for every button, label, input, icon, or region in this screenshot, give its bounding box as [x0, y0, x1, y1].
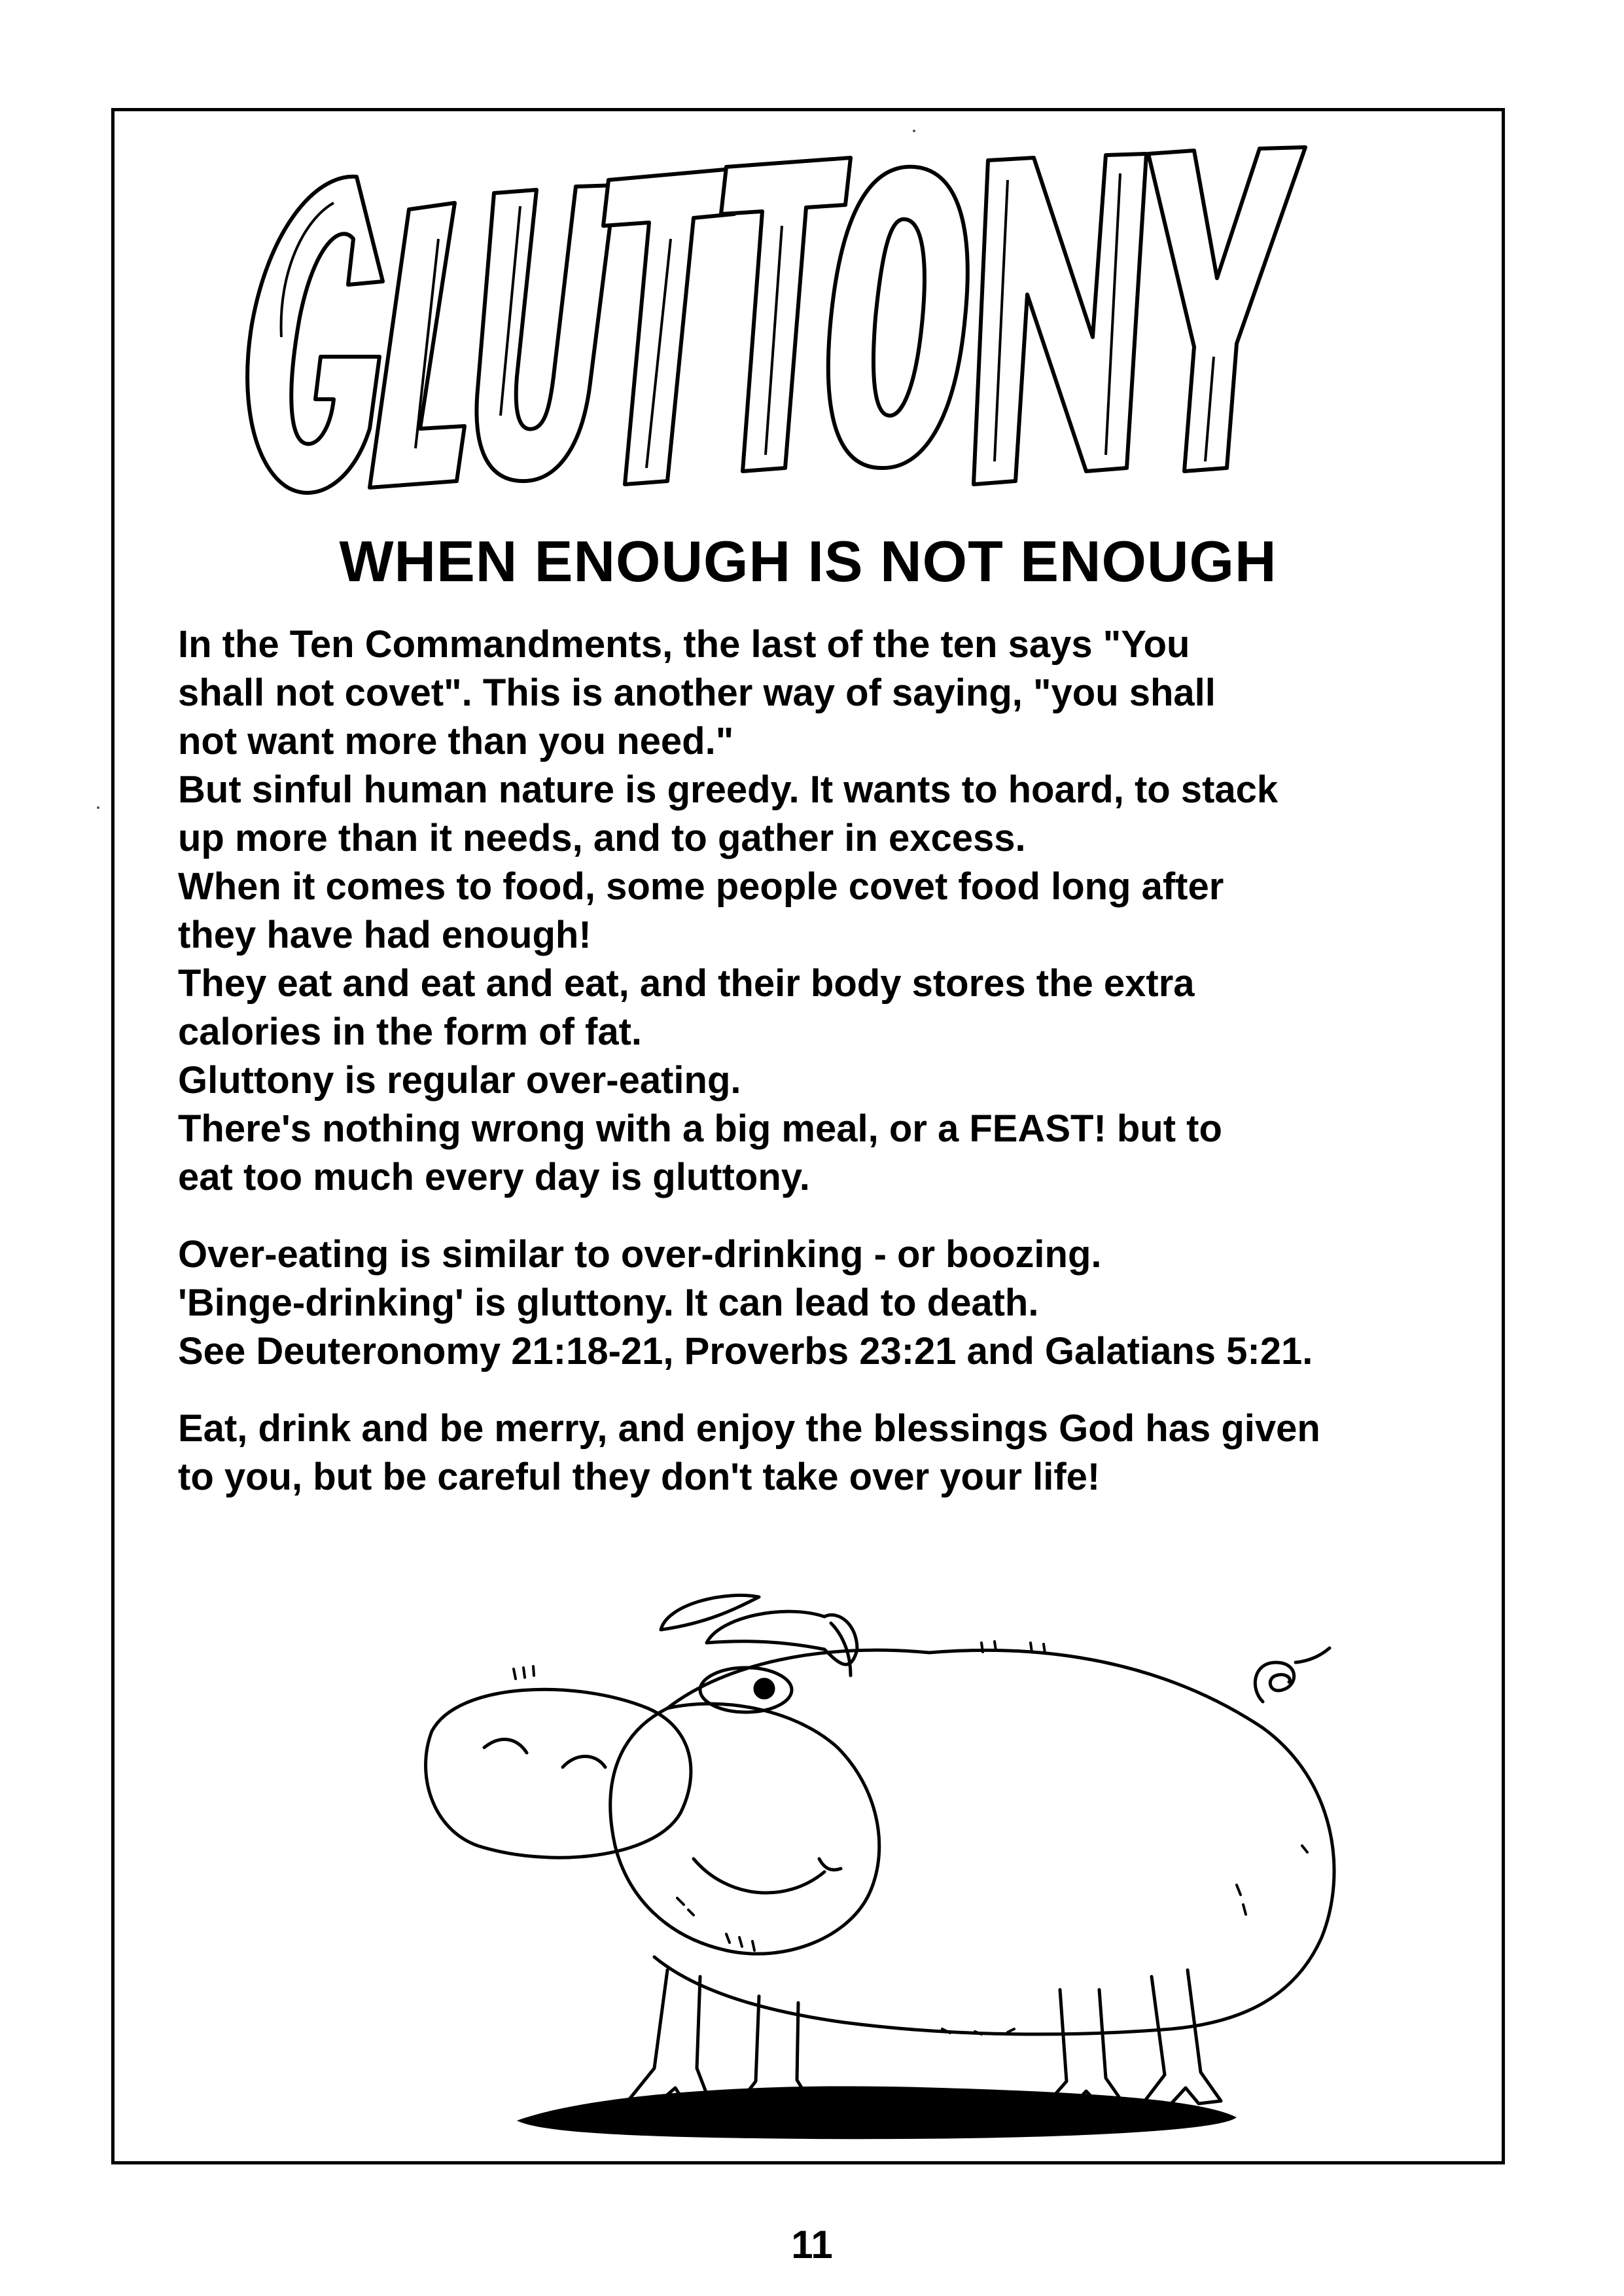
paragraph-closing	[178, 1405, 1487, 1501]
text-line: Gluttony is regular over-eating.	[178, 1059, 741, 1102]
title-lettering	[242, 141, 1374, 533]
text-line: Over-eating is similar to over-drinking - or boozing.	[178, 1233, 1102, 1276]
text-line: calories in the form of fat.	[178, 1011, 642, 1053]
text-line: to you, but be careful they don't take over your life!	[178, 1456, 1101, 1498]
page-subtitle: WHEN ENOUGH IS NOT ENOUGH	[339, 529, 1277, 594]
text-line: Eat, drink and be merry, and enjoy the blessings God has given	[178, 1407, 1320, 1450]
page-number: 11	[791, 2223, 833, 2267]
paragraph-commandments	[178, 620, 1487, 1202]
text-line: There's nothing wrong with a big meal, or a FEAST! but to	[178, 1107, 1222, 1150]
scan-speck	[913, 130, 915, 132]
text-line: up more than it needs, and to gather in excess.	[178, 817, 1026, 859]
text-line: They eat and eat and eat, and their body stores the extra	[178, 962, 1195, 1005]
text-line: eat too much every day is gluttony.	[178, 1156, 810, 1198]
text-line: they have had enough!	[178, 914, 591, 956]
text-line: But sinful human nature is greedy. It wants to hoard, to stack	[178, 768, 1279, 811]
body-text	[178, 620, 1487, 1501]
text-line: When it comes to food, some people covet food long after	[178, 865, 1224, 908]
text-line: not want more than you need."	[178, 720, 734, 762]
scan-speck	[97, 806, 99, 809]
paragraph-drinking	[178, 1230, 1487, 1376]
text-line: In the Ten Commandments, the last of the ten says "You	[178, 623, 1190, 666]
text-line: 'Binge-drinking' is gluttony. It can lead to death.	[178, 1282, 1039, 1324]
text-line: See Deuteronomy 21:18-21, Proverbs 23:21 and Galatians 5:21.	[178, 1330, 1313, 1372]
pig-illustration	[419, 1571, 1381, 2147]
text-line: shall not covet". This is another way of saying, "you shall	[178, 672, 1216, 714]
